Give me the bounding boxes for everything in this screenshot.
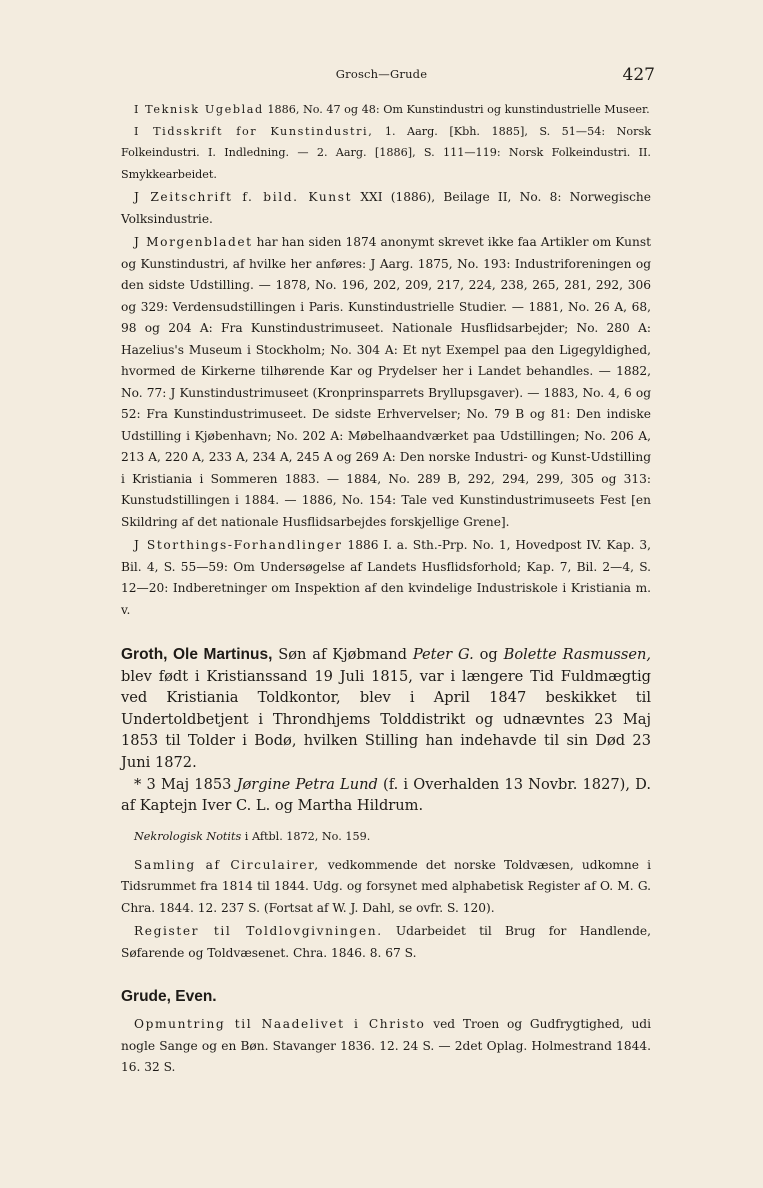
- work-register-toldlovgivning: [121, 921, 651, 964]
- bio-text: og: [473, 646, 504, 663]
- work-title: Register til Toldlovgivningen.: [134, 924, 383, 939]
- running-head: Grosch—Grude: [335, 67, 428, 81]
- page-body: [121, 99, 651, 1079]
- reference-title: J Zeitschrift f. bild. Kunst: [134, 190, 353, 204]
- reference-storthings-forhandlinger: [121, 535, 651, 621]
- reference-text: har han siden 1874 anonymt skrevet ikke faa Artikler om Kunst og Kunstindustri, af hvilke her anføres: J Aarg. 1875, No. 193: Industriforeningen og den sidste Udstilling. — 1878, No. 196, 202, 209, 217, 224, 238, 265, 281, 292, 306 og 329: Verdensudstillingen i Paris. Kunstindustrielle Studier. — 1881, No. 26 A, 68, 98 og 204 A: Fra Kunstindustrimuseet. Nationale Husflidsarbejder; No. 280 A: Hazelius's Museum i Stockholm; No. 304 A: Et nyt Exempel paa den Ligegyldighed, hvormed de Kirkerne tilhørende Kar og Prydelser her i Landet behandles. — 1882, No. 77: J Kunstindustrimuseet (Kronprinsparrets Bryllupsgaver). — 1883, No. 4, 6 og 52: Fra Kunstindustrimuseet. De sidste Erhvervelser; No. 79 B og 81: Den indiske Udstilling i Kjøbenhavn; No. 202 A: Møbelhaandværket paa Udstillingen; No. 206 A, 213 A, 220 A, 233 A, 234 A, 245 A og 269 A: Den norske Industri- og Kunst-Udstilling i Kristiania i Sommeren 1883. — 1884, No. 289 B, 292, 294, 299, 305 og 313: Kunstudstillingen i 1884. — 1886, No. 154: Tale ved Kunstindustrimuseets Fest [en Skildring af det nationale Husflidsarbejdes forskjellige Grene].: [121, 235, 651, 529]
- reference-zeitschrift: [121, 187, 651, 230]
- reference-text: XXI (1886), Beilage II, No. 8: Norwegische Volksindustrie.: [121, 190, 651, 226]
- work-opmuntring: [121, 1014, 651, 1079]
- reference-text: 1886, No. 47 og 48: Om Kunstindustri og kunstindustrielle Museer.: [263, 103, 650, 116]
- entry-groth-biography: [121, 644, 651, 774]
- work-samling-circulairer: [121, 855, 651, 920]
- reference-title: J Storthings-Forhandlinger: [134, 538, 343, 552]
- entry-name-groth: Groth, Ole Martinus,: [121, 646, 273, 663]
- entry-name-grude: Grude, Even.: [121, 988, 217, 1006]
- reference-title: I Teknisk Ugeblad: [134, 103, 264, 116]
- work-text: ved Troen og Gudfrygtighed, udi nogle Sange og en Bøn. Stavanger 1836. 12. 24 S. — 2det Oplag. Holmestrand 1844. 16. 32 S.: [121, 1017, 651, 1075]
- page-header: [0, 65, 763, 87]
- reference-title: I Tidsskrift for Kunstindustri,: [134, 124, 374, 138]
- page-number: 427: [622, 65, 655, 85]
- reference-text: 1886 I. a. Sth.-Prp. No. 1, Hovedpost IV. Kap. 3, Bil. 4, S. 55—59: Om Undersøgelse af Landets Husflidsforhold; Kap. 7, Bil. 2—4, S. 12—20: Indberetninger om Inspektion af den kvindelige Industriskole i Kristiania m. v.: [121, 538, 651, 617]
- reference-tidsskrift-kunstindustri: [121, 121, 651, 186]
- marriage-text: * 3 Maj 1853: [134, 775, 237, 793]
- work-title: Opmuntring til Naadelivet i Christo: [134, 1017, 426, 1032]
- marriage-text: (f. i Overhalden 13 Novbr. 1827), D. af Kaptejn Iver C. L. og Martha Hildrum.: [121, 775, 651, 815]
- reference-teknisk-ugeblad: [121, 99, 651, 121]
- source-text: i Aftbl. 1872, No. 159.: [241, 829, 371, 843]
- work-text: vedkommende det norske Toldvæsen, udkomne i Tidsrummet fra 1814 til 1844. Udg. og forsynet med alphabetisk Register af O. M. G. Chra. 1844. 12. 237 S. (Fortsat af W. J. Dahl, se ovfr. S. 120).: [121, 857, 651, 915]
- reference-text: 1. Aarg. [Kbh. 1885], S. 51—54: Norsk Folkeindustri. I. Indledning. — 2. Aarg. [1886], S. 111—119: Norsk Folkeindustri. II. Smykkearbeidet.: [121, 124, 651, 181]
- reference-title: J Morgenbladet: [134, 235, 253, 249]
- father-name: Peter G.: [412, 646, 474, 663]
- wife-name: Jørgine Petra Lund: [236, 775, 378, 793]
- entry-grude: [121, 985, 651, 1008]
- work-text: Udarbeidet til Brug for Handlende, Søfarende og Toldvæsenet. Chra. 1846. 8. 67 S.: [121, 924, 651, 960]
- source-title: Nekrologisk Notits: [134, 829, 242, 843]
- work-title: Samling af Circulairer,: [134, 857, 320, 872]
- entry-groth-marriage: [121, 774, 651, 817]
- reference-morgenbladet: [121, 232, 651, 533]
- bio-text: Søn af Kjøbmand: [272, 646, 413, 663]
- mother-name: Bolette Rasmussen,: [503, 646, 652, 663]
- entry-groth-source: [121, 827, 651, 847]
- bio-text: blev født i Kristianssand 19 Juli 1815, var i længere Tid Fuldmægtig ved Kristiania Toldkontor, blev i April 1847 beskikket til Undertoldbetjent i Throndhjems Tolddistrikt og udnævntes 23 Maj 1853 til Tolder i Bodø, hvilken Stilling han indehavde til sin Død 23 Juni 1872.: [121, 667, 651, 771]
